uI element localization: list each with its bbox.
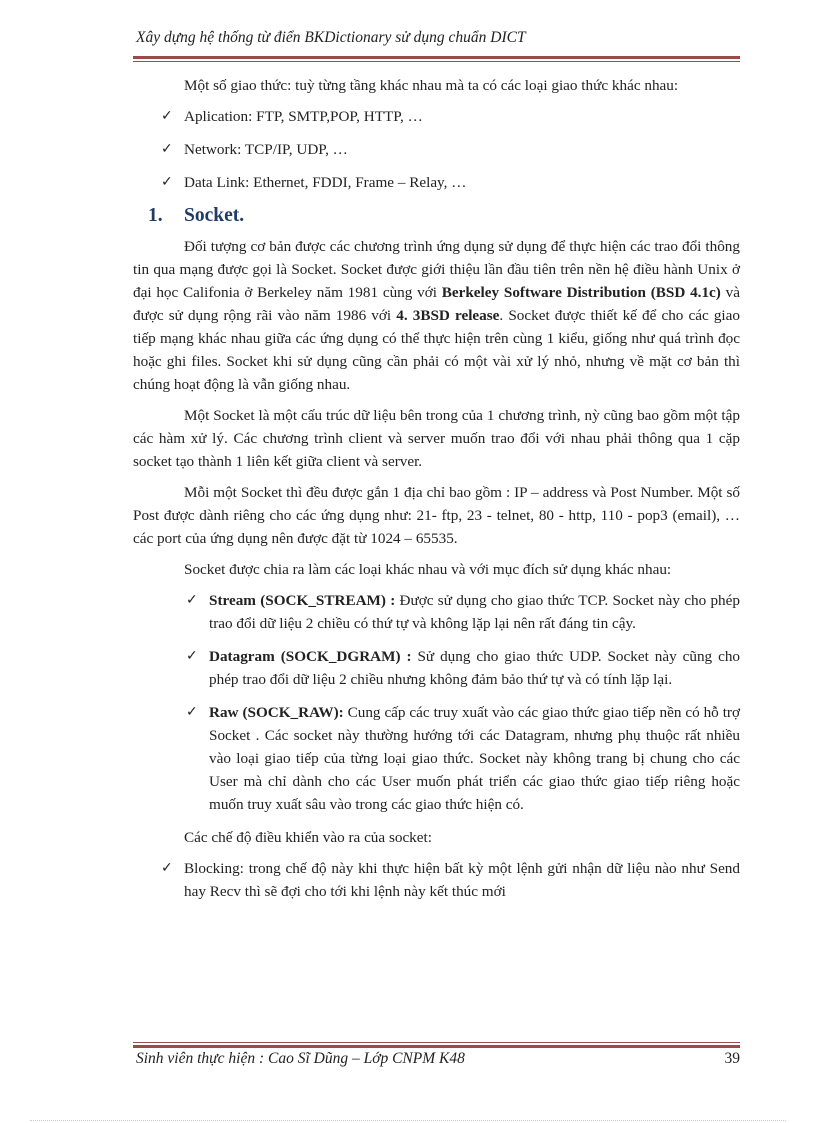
running-header: Xây dựng hệ thống từ điển BKDictionary sử dụng chuẩn DICT xyxy=(136,29,526,46)
check-icon: ✓ xyxy=(186,592,198,608)
paragraph-socket-intro: Đối tượng cơ bản được các chương trình ứng dụng sử dụng để thực hiện các trao đổi thông tin qua mạng được gọi là Socket. Socket được giới thiệu lần đầu tiên trên nền hệ điều hành Unix ở đại học Califonia ở Berkeley năm 1981 cùng với Berkeley Software Distribution (BSD 4.1c) và được sử dụng rộng rãi vào năm 1986 với 4. 3BSD release. Socket được thiết kế để cho các giao tiếp mạng khác nhau giữa các ứng dụng có thể thực hiện trên cùng 1 kiểu, giống như quá trình đọc hoặc ghi files. Socket khi sử dụng cũng cần phải có một vài xử lý nhỏ, nhưng về mặt cơ bản thì chúng hoạt động là vẫn giống nhau. xyxy=(133,238,740,393)
list-item: ✓ Data Link: Ethernet, FDDI, Frame – Relay, … xyxy=(133,171,740,194)
list-item: ✓ Blocking: trong chế độ này khi thực hiện bất kỳ một lệnh gửi nhận dữ liệu nào như Send hay Recv thì sẽ đợi cho tới khi lệnh này kết thúc mới xyxy=(133,857,740,903)
header-rule-thin xyxy=(133,61,740,62)
list-item: ✓ Network: TCP/IP, UDP, … xyxy=(133,138,740,161)
list-item: ✓ Raw (SOCK_RAW): Cung cấp các truy xuất vào các giao thức giao tiếp nền có hỗ trợ Socket . Các socket này thường hướng tới các Datagram, nhưng phụ thuộc rất nhiều vào loại giao tiếp của từng loại giao thức. Socket này không trang bị chung cho các User mà chỉ dành cho các User muốn phát triển các giao thức giao tiếp riêng hoặc muốn truy xuất sâu vào trong các giao thức hiện có. xyxy=(133,701,740,816)
list-item: ✓ Aplication: FTP, SMTP,POP, HTTP, … xyxy=(133,105,740,128)
paragraph-socket-structure: Một Socket là một cấu trúc dữ liệu bên trong của 1 chương trình, nỳ cũng bao gồm một tập các hàm xử lý. Các chương trình client và server muốn trao đổi với nhau phải thông qua 1 cặp socket tạo thành 1 liên kết giữa client và server. xyxy=(133,407,740,470)
paragraph-socket-address: Mỗi một Socket thì đều được gắn 1 địa chỉ bao gồm : IP – address và Post Number. Một số Post được dành riêng cho các ứng dụng như: 21- ftp, 23 - telnet, 80 - http, 110 - pop3 (email), … các port của ứng dụng nên được đặt từ 1024 – 65535. xyxy=(133,484,740,547)
page-body xyxy=(133,74,740,913)
running-footer: Sinh viên thực hiện : Cao Sĩ Dũng – Lớp CNPM K48 xyxy=(136,1050,465,1067)
section-heading xyxy=(133,204,740,227)
check-icon: ✓ xyxy=(161,174,173,190)
protocol-list xyxy=(133,105,740,194)
paragraph-io-modes: Các chế độ điều khiển vào ra của socket: xyxy=(184,829,432,846)
check-icon: ✓ xyxy=(161,108,173,124)
check-icon: ✓ xyxy=(186,648,198,664)
page-number: 39 xyxy=(724,1050,740,1067)
section-title: Socket. xyxy=(184,205,245,226)
header-rule xyxy=(133,56,740,59)
check-icon: ✓ xyxy=(161,141,173,157)
list-item: ✓ Stream (SOCK_STREAM) : Được sử dụng cho giao thức TCP. Socket này cho phép trao đổi dữ liệu 2 chiều có thứ tự và không lặp lại nên rất đáng tin cậy. xyxy=(133,589,740,635)
check-icon: ✓ xyxy=(186,704,198,720)
section-number: 1. xyxy=(148,205,163,226)
footer-rule-thin xyxy=(133,1042,740,1043)
io-mode-list xyxy=(133,857,740,903)
socket-type-list xyxy=(133,589,740,816)
page-bottom-border xyxy=(30,1120,786,1121)
intro-paragraph: Một số giao thức: tuỳ từng tầng khác nhau mà ta có các loại giao thức khác nhau: xyxy=(184,77,679,94)
list-item: ✓ Datagram (SOCK_DGRAM) : Sử dụng cho giao thức UDP. Socket này cũng cho phép trao đổi dữ liệu 2 chiều nhưng không đảm bảo thứ tự và có tính lặp lại. xyxy=(133,645,740,691)
check-icon: ✓ xyxy=(161,860,173,876)
footer-rule xyxy=(133,1045,740,1048)
paragraph-socket-types: Socket được chia ra làm các loại khác nhau và với mục đích sử dụng khác nhau: xyxy=(184,561,672,578)
